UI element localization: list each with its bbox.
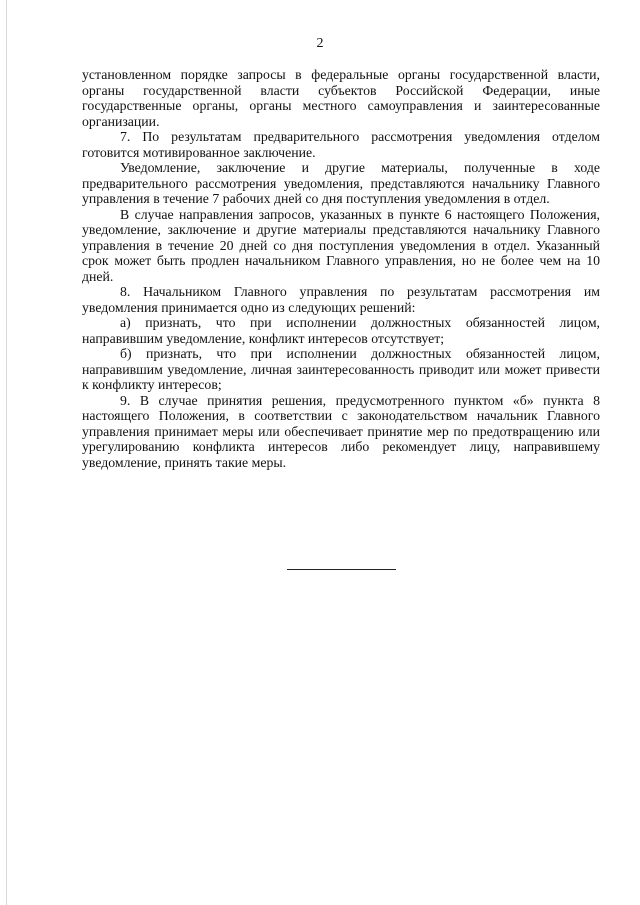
paragraph-item-9: 9. В случае принятия решения, предусмотренного пунктом «б» пункта 8 настоящего Положения, в соответствии с законодательством начальник Главного управления принимает меры или обеспечивает принятие мер по предотвращению или урегулированию конфликта интересов либо рекомендует лицу, направившему уведомление, принять такие меры. [82,392,600,470]
paragraph-notification-materials: Уведомление, заключение и другие материалы, полученные в ходе предварительного рассмотрения уведомления, представляются начальнику Главного управления в течение 7 рабочих дней со дня поступления уведомления в отдел. [82,160,600,206]
paragraph-continuation: установленном порядке запросы в федеральные органы государственной власти, органы государственной власти субъектов Российской Федерации, иные государственные органы, органы местного самоуправления и заинтересованные организации. [82,67,600,129]
paragraph-item-8: 8. Начальником Главного управления по результатам рассмотрения им уведомления принимается одно из следующих решений: [82,284,600,315]
document-body [82,67,600,470]
paragraph-decision-b: б) признать, что при исполнении должностных обязанностей лицом, направившим уведомление, личная заинтересованность приводит или может привести к конфликту интересов; [82,346,600,392]
page-number: 2 [316,36,324,51]
end-separator-line [287,569,396,570]
paragraph-requests-case: В случае направления запросов, указанных в пункте 6 настоящего Положения, уведомление, заключение и другие материалы представляются начальнику Главного управления в течение 20 дней со дня поступления уведомления в отдел. Указанный срок может быть продлен начальником Главного управления, но не более чем на 10 дней. [82,206,600,284]
scan-edge-line [6,0,7,905]
paragraph-item-7: 7. По результатам предварительного рассмотрения уведомления отделом готовится мотивированное заключение. [82,129,600,160]
paragraph-decision-a: а) признать, что при исполнении должностных обязанностей лицом, направившим уведомление, конфликт интересов отсутствует; [82,315,600,346]
